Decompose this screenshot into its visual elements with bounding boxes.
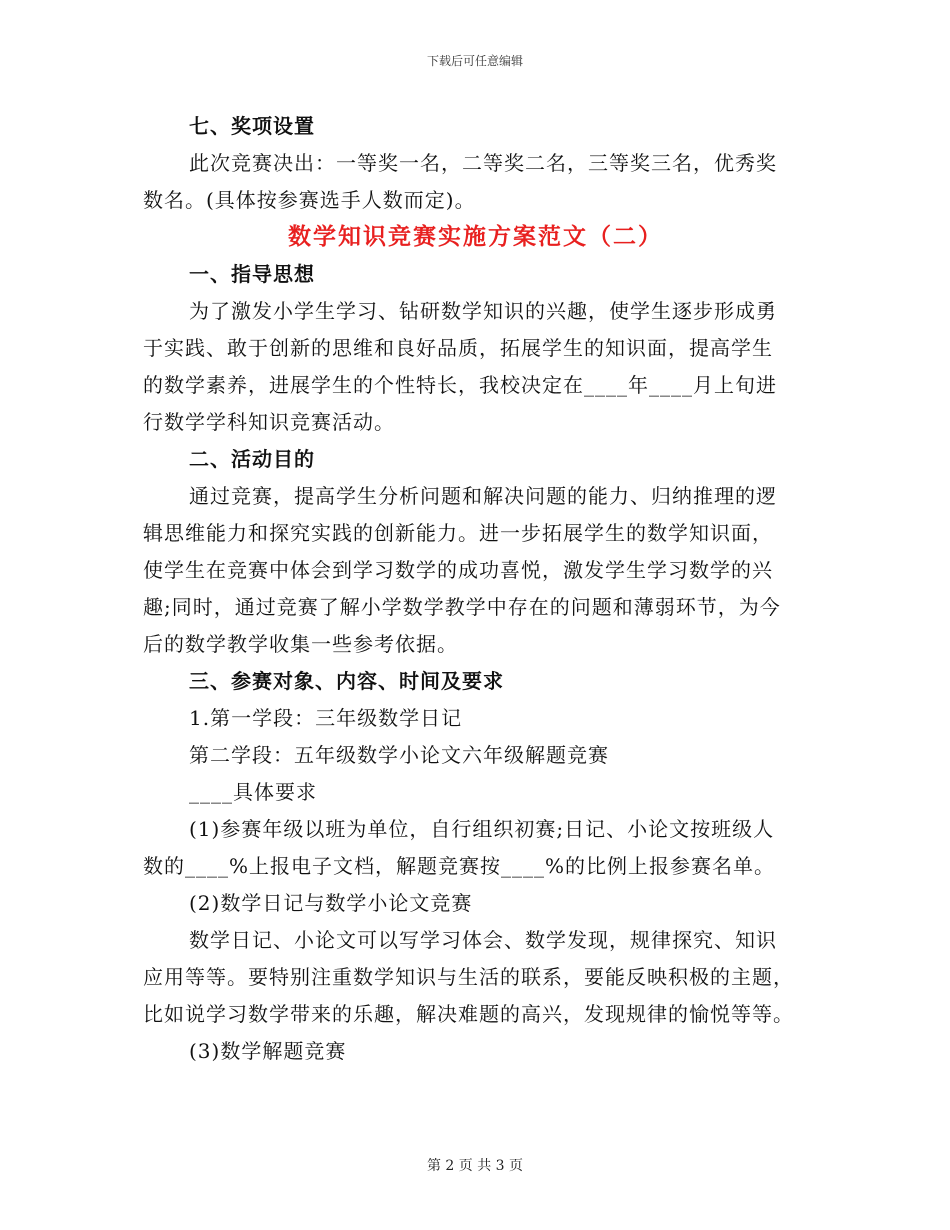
paragraph-line: 数名。(具体按参赛选手人数而定)。 [143,188,476,212]
paragraph-first-line: (2)数学日记与数学小论文竞赛 [189,891,473,915]
document-body [143,108,808,1070]
paragraph-line: 于实践、敢于创新的思维和良好品质，拓展学生的知识面，提高学生 [143,336,773,360]
section-heading: 三、参赛对象、内容、时间及要求 [189,669,504,693]
section-heading: 七、奖项设置 [189,114,315,138]
paragraph-line: 数的____%上报电子文档，解题竞赛按____%的比例上报参赛名单。 [143,854,776,878]
paragraph-first-line: 第二学段：五年级数学小论文六年级解题竞赛 [189,743,609,767]
paragraph-first-line: ____具体要求 [189,780,317,804]
header-note: 下载后可任意编辑 [426,54,523,68]
section-heading: 一、指导思想 [189,262,315,286]
page-number: 第 2 页 共 3 页 [426,1158,524,1174]
paragraph-first-line: 通过竞赛，提高学生分析问题和解决问题的能力、归纳推理的逻 [189,484,777,508]
section-heading: 二、活动目的 [189,447,315,471]
paragraph-line: 行数学学科知识竞赛活动。 [143,410,395,434]
paragraph-first-line: 为了激发小学生学习、钻研数学知识的兴趣，使学生逐步形成勇 [189,299,777,323]
paragraph-first-line: 此次竞赛决出：一等奖一名，二等奖二名，三等奖三名，优秀奖 [189,151,777,175]
paragraph-line: 辑思维能力和探究实践的创新能力。进一步拓展学生的数学知识面， [143,521,773,545]
paragraph-line: 后的数学教学收集一些参考依据。 [143,632,458,656]
paragraph-first-line: 数学日记、小论文可以写学习体会、数学发现，规律探究、知识 [189,928,777,952]
paragraph-line: 应用等等。要特别注重数学知识与生活的联系，要能反映积极的主题， [143,965,794,989]
paragraph-first-line: (3)数学解题竞赛 [189,1039,347,1063]
paragraph-line: 比如说学习数学带来的乐趣，解决难题的高兴，发现规律的愉悦等等。 [143,1002,794,1026]
paragraph-line: 的数学素养，进展学生的个性特长，我校决定在____年____月上旬进 [143,373,777,397]
paragraph-line: 使学生在竞赛中体会到学习数学的成功喜悦，激发学生学习数学的兴 [143,558,773,582]
paragraph-first-line: (1)参赛年级以班为单位，自行组织初赛;日记、小论文按班级人 [189,817,775,841]
paragraph-first-line: 1.第一学段：三年级数学日记 [189,706,463,730]
document-title: 数学知识竞赛实施方案范文（二） [288,224,663,250]
paragraph-line: 趣;同时，通过竞赛了解小学数学教学中存在的问题和薄弱环节，为今 [143,595,781,619]
